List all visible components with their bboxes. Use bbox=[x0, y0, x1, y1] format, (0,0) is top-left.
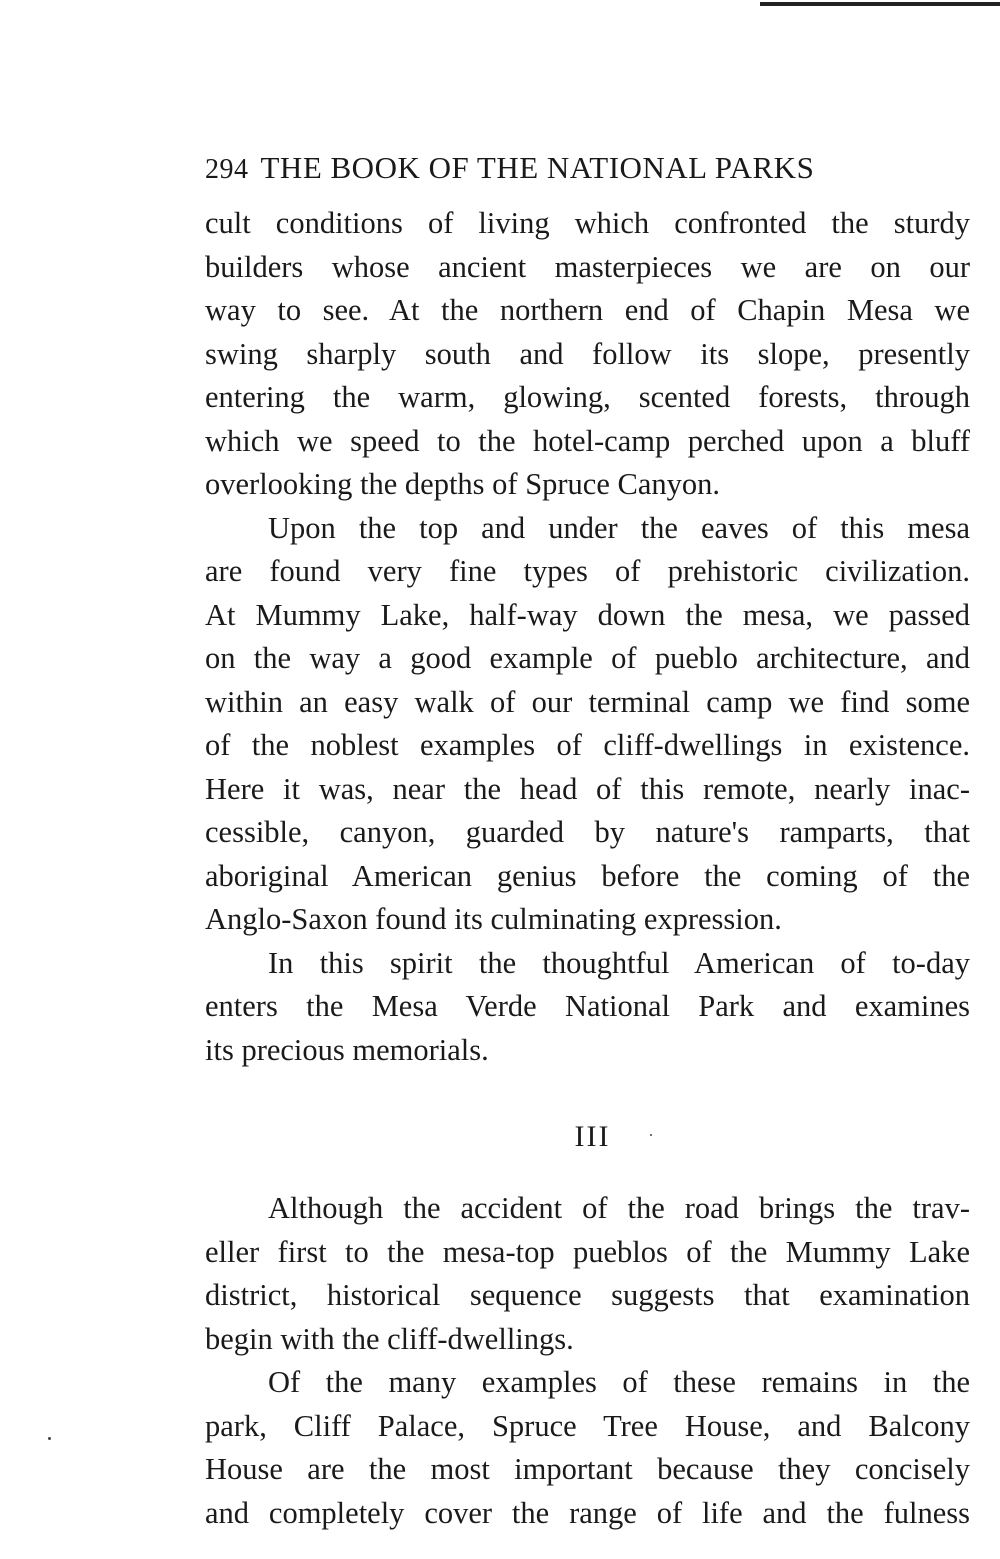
paragraph bbox=[205, 1187, 970, 1361]
text-line: At Mummy Lake, half-way down the mesa, we passed bbox=[205, 597, 970, 632]
scan-speck bbox=[650, 1134, 652, 1136]
text-line: Anglo-Saxon found its culminating expression. bbox=[205, 902, 782, 936]
text-line: eller first to the mesa-top pueblos of the Mummy Lake bbox=[205, 1234, 970, 1269]
text-line: on the way a good example of pueblo architecture, and bbox=[205, 641, 970, 675]
text-line: which we speed to the hotel-camp perched upon a bluff bbox=[205, 423, 970, 458]
text-line: enters the Mesa Verde National Park and examines bbox=[205, 989, 970, 1023]
text-line: cult conditions of living which confronted the sturdy bbox=[205, 206, 970, 240]
running-head-title: THE BOOK OF THE NATIONAL PARKS bbox=[260, 150, 815, 185]
top-edge-rule bbox=[760, 2, 1000, 6]
text-line: of the noblest examples of cliff-dwellings in existence. bbox=[205, 728, 970, 762]
text-line: swing sharply south and follow its slope, presently bbox=[205, 336, 970, 371]
text-line: builders whose ancient masterpieces we are on our bbox=[205, 249, 970, 284]
page-content bbox=[205, 150, 970, 1535]
text-line: district, historical sequence suggests that examination bbox=[205, 1278, 970, 1312]
text-line: entering the warm, glowing, scented forests, through bbox=[205, 380, 970, 414]
text-line: House are the most important because they concisely bbox=[205, 1452, 970, 1486]
paragraph-continuation bbox=[205, 202, 970, 507]
paragraph bbox=[205, 1361, 970, 1535]
paragraph bbox=[205, 942, 970, 1073]
text-line: cessible, canyon, guarded by nature's ramparts, that bbox=[205, 815, 970, 849]
text-line: are found very fine types of prehistoric civilization. bbox=[205, 554, 970, 588]
text-line: park, Cliff Palace, Spruce Tree House, and Balcony bbox=[205, 1408, 970, 1443]
text-line: Although the accident of the road brings the trav- bbox=[268, 1191, 970, 1225]
running-head bbox=[205, 150, 970, 202]
paragraph bbox=[205, 507, 970, 942]
text-line: overlooking the depths of Spruce Canyon. bbox=[205, 467, 721, 501]
text-line: In this spirit the thoughtful American of to-day bbox=[268, 945, 970, 980]
page-number: 294 bbox=[205, 154, 249, 185]
text-line: its precious memorials. bbox=[205, 1032, 489, 1067]
text-line: begin with the cliff-dwellings. bbox=[205, 1321, 574, 1356]
text-line: and completely cover the range of life and the fulness bbox=[205, 1495, 970, 1530]
text-line: within an easy walk of our terminal camp we find some bbox=[205, 684, 970, 719]
text-line: way to see. At the northern end of Chapin Mesa we bbox=[205, 293, 970, 327]
text-line: Of the many examples of these remains in the bbox=[268, 1365, 970, 1399]
text-line: Upon the top and under the eaves of this mesa bbox=[268, 510, 970, 545]
text-line: Here it was, near the head of this remote, nearly inac- bbox=[205, 771, 970, 806]
scan-speck bbox=[48, 1437, 51, 1440]
section-number: III bbox=[574, 1120, 611, 1153]
text-line: aboriginal American genius before the coming of the bbox=[205, 858, 970, 893]
